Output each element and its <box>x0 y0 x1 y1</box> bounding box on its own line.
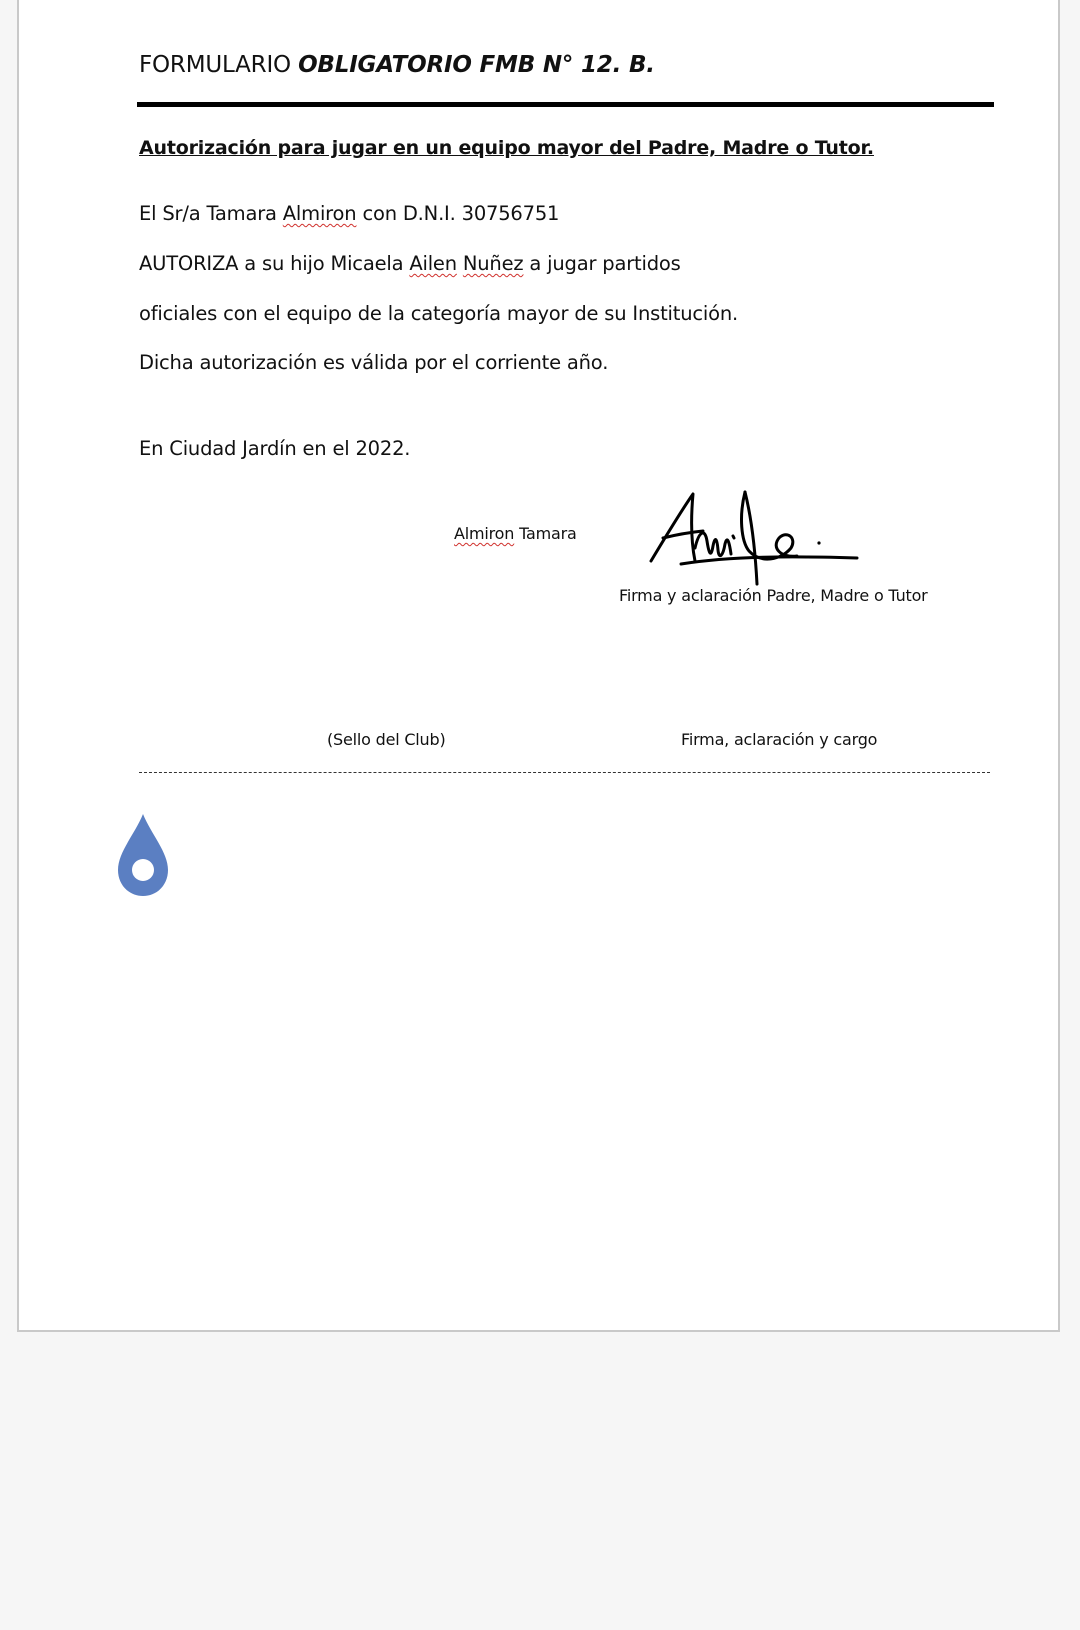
spellcheck-word: Nuñez <box>462 252 524 275</box>
header-prefix: FORMULARIO <box>139 52 291 78</box>
form-header <box>139 52 655 78</box>
spellcheck-word: Almiron <box>454 524 515 543</box>
body-line-4: Dicha autorización es válida por el corriente año. <box>139 351 609 374</box>
signature-caption: Firma y aclaración Padre, Madre o Tutor <box>619 586 928 605</box>
cut-line <box>139 772 990 773</box>
parent-clarification: Almiron Tamara <box>454 524 577 543</box>
body-line-1: El Sr/a Tamara Almiron con D.N.I. 30756751 <box>139 202 560 225</box>
header-rule <box>137 102 994 107</box>
water-drop-icon <box>115 812 171 898</box>
document-page <box>17 0 1060 1332</box>
body-line-2: AUTORIZA a su hijo Micaela Ailen Nuñez a jugar partidos <box>139 252 681 275</box>
club-signature-label: Firma, aclaración y cargo <box>681 730 878 749</box>
body-line-3: oficiales con el equipo de la categoría mayor de su Institución. <box>139 302 738 325</box>
spellcheck-word: Almiron <box>282 202 357 225</box>
spellcheck-word: Ailen <box>409 252 457 275</box>
form-subtitle: Autorización para jugar en un equipo mayor del Padre, Madre o Tutor. <box>139 137 874 159</box>
handwritten-signature <box>641 486 881 596</box>
place-date: En Ciudad Jardín en el 2022. <box>139 437 411 460</box>
club-seal-label: (Sello del Club) <box>327 730 446 749</box>
header-title: OBLIGATORIO FMB N° 12. B. <box>298 52 655 78</box>
